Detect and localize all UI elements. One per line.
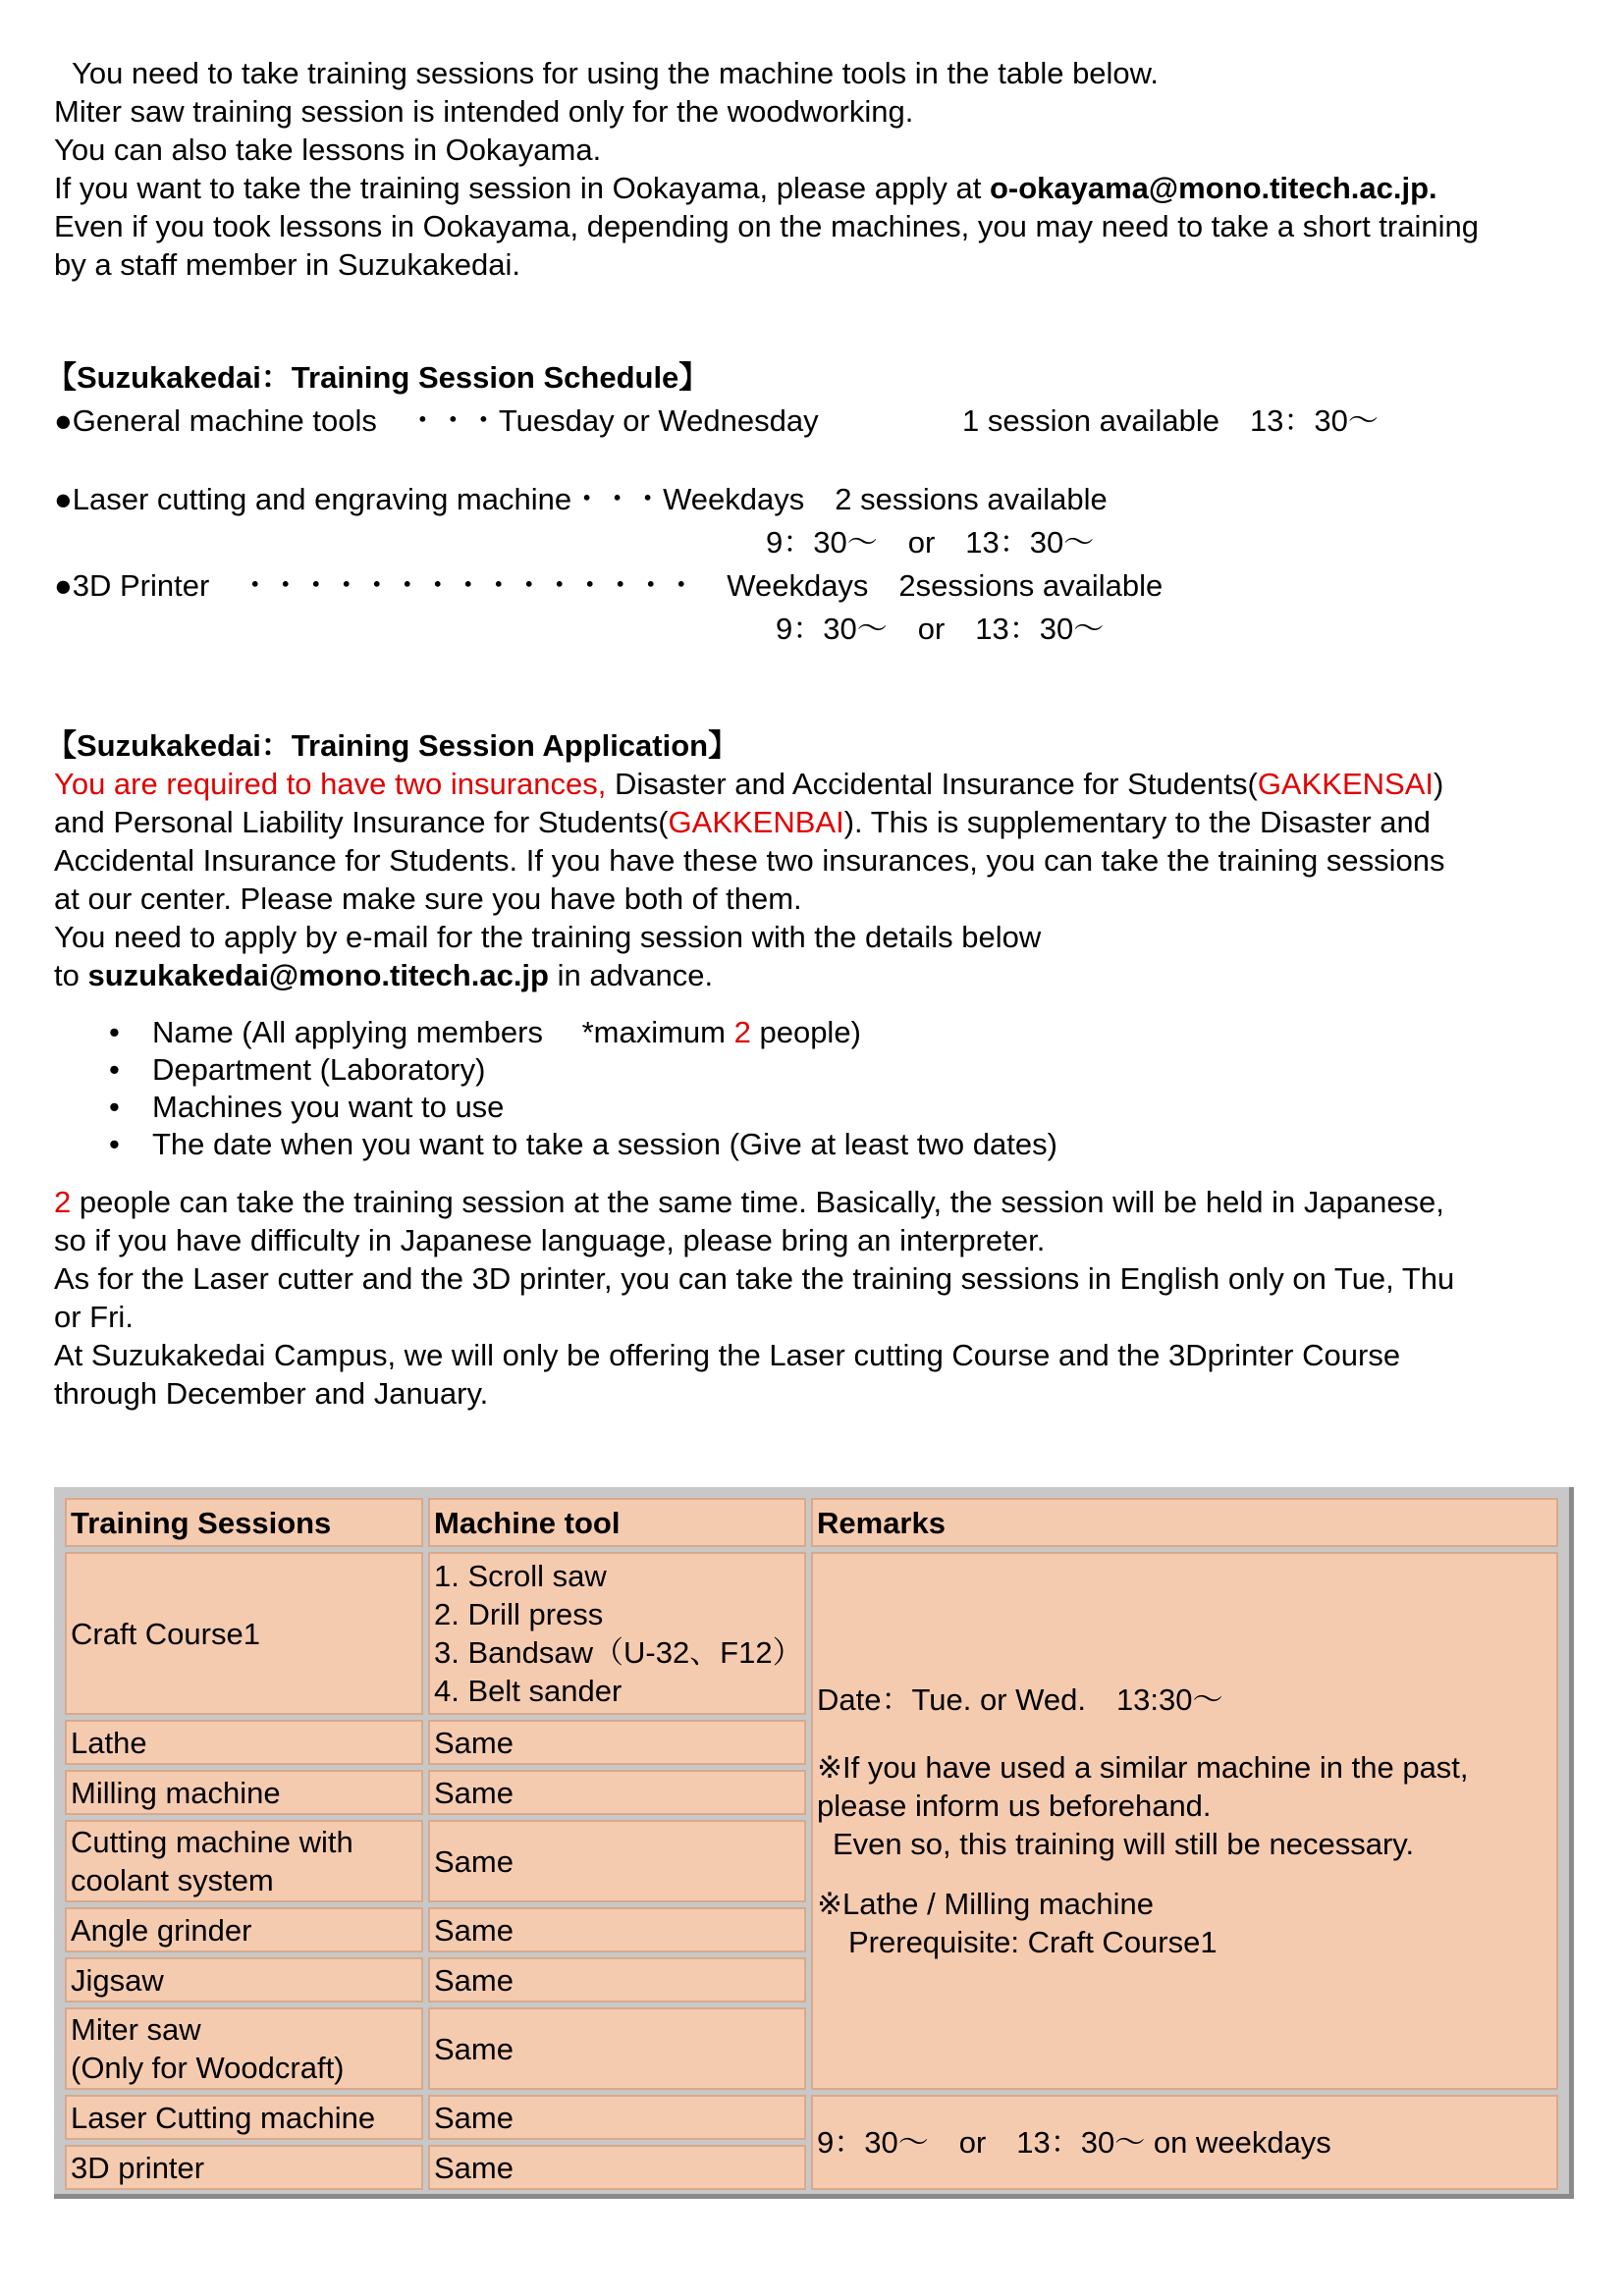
insurance-line: Accidental Insurance for Students. If you have these two insurances, you can take the training sessions — [54, 843, 1445, 878]
table-row — [65, 1552, 1558, 1715]
people-count: 2 — [54, 1185, 72, 1219]
gakkensai: GAKKENSAI — [1257, 767, 1434, 801]
session-line: Cutting machine with — [71, 1825, 353, 1859]
item-text: Machines you want to use — [152, 1090, 505, 1124]
application-heading: 【Suzukakedai：Training Session Application】 — [46, 728, 739, 763]
schedule-laser-times — [54, 523, 1586, 566]
remarks-note: ※Lathe / Milling machine — [817, 1887, 1155, 1921]
application-section — [46, 726, 1586, 1413]
intro-line: You need to take training sessions for using the machine tools in the table below. — [72, 56, 1159, 90]
list-item: 1. Scroll saw — [434, 1559, 607, 1593]
session-cell: Jigsaw — [65, 1957, 423, 2002]
spacer — [817, 1863, 1552, 1885]
tool-cell: Same — [428, 2007, 806, 2090]
note-line: or Fri. — [54, 1300, 134, 1334]
tool-cell: Same — [428, 1957, 806, 2002]
remarks-note: ※If you have used a similar machine in the past, — [817, 1750, 1469, 1785]
list-item — [54, 1126, 1586, 1163]
item-text: Department (Laboratory) — [152, 1052, 486, 1087]
ookayama-email-link[interactable]: o-okayama@mono.titech.ac.jp. — [989, 171, 1437, 205]
insurance-required: You are required to have two insurances, — [54, 767, 615, 801]
remarks-note: Prerequisite: Craft Course1 — [848, 1925, 1218, 1959]
note-line — [54, 1183, 1586, 1221]
training-table-frame — [54, 1487, 1574, 2199]
intro-text: If you want to take the training session in Ookayama, please apply at — [54, 171, 990, 205]
tool-cell: Same — [428, 1907, 806, 1952]
apply-text: to — [54, 958, 88, 992]
note-line: so if you have difficulty in Japanese language, please bring an interpreter. — [54, 1223, 1046, 1257]
list-item: 4. Belt sander — [434, 1674, 623, 1708]
item-text: people) — [750, 1015, 861, 1049]
schedule-heading: 【Suzukakedai：Training Session Schedule】 — [46, 360, 710, 395]
item-text: Name (All applying members *maximum — [152, 1015, 734, 1049]
insurance-line — [54, 803, 1586, 841]
note-line: through December and January. — [54, 1376, 489, 1411]
spacer — [54, 445, 1586, 480]
schedule-general — [54, 401, 1586, 445]
note-line: As for the Laser cutter and the 3D printer, you can take the training sessions in English only on Tue, Thu — [54, 1261, 1455, 1296]
header-remarks: Remarks — [811, 1498, 1558, 1547]
list-item — [54, 1051, 1586, 1089]
laser-times: 9：30～ or 13：30～ — [766, 525, 1095, 560]
tool-cell: Same — [428, 1720, 806, 1765]
schedule-printer-times — [54, 610, 1586, 653]
bullet-icon: • — [109, 1090, 120, 1124]
intro-section — [54, 54, 1586, 284]
training-table — [60, 1493, 1563, 2195]
list-item: 2. Drill press — [434, 1597, 604, 1631]
header-machine-tool: Machine tool — [428, 1498, 806, 1547]
session-cell — [65, 2007, 423, 2090]
intro-line: Even if you took lessons in Ookayama, depending on the machines, you may need to take a short training — [54, 209, 1479, 243]
general-tools-sessions: 1 session available 13：30～ — [962, 403, 1379, 438]
bullet-icon: • — [109, 1127, 120, 1161]
spacer — [817, 1719, 1552, 1748]
item-text: The date when you want to take a session (Give at least two dates) — [152, 1127, 1057, 1161]
list-item: 3. Bandsaw（U-32、F12） — [434, 1635, 803, 1670]
general-tools-label: ●General machine tools ・・・Tuesday or Wednesday — [54, 403, 819, 438]
remarks-date: Date：Tue. or Wed. 13:30～ — [817, 1682, 1223, 1717]
printer-times: 9：30～ or 13：30～ — [776, 612, 1105, 646]
intro-line: Miter saw training session is intended only for the woodworking. — [54, 94, 914, 129]
tool-cell — [428, 1552, 806, 1715]
tool-cell: Same — [428, 2145, 806, 2190]
list-item — [54, 1089, 1586, 1126]
insurance-text: Disaster and Accidental Insurance for Students( — [615, 767, 1258, 801]
intro-line — [54, 169, 1586, 207]
gakkenbai: GAKKENBAI — [668, 805, 844, 839]
insurance-text: ) — [1434, 767, 1444, 801]
apply-text: in advance. — [548, 958, 714, 992]
session-cell: Laser Cutting machine — [65, 2095, 423, 2140]
session-line: Miter saw — [71, 2012, 201, 2047]
session-line: coolant system — [71, 1863, 274, 1897]
note-text: people can take the training session at the same time. Basically, the session will be held in Japanese, — [71, 1185, 1444, 1219]
intro-line: by a staff member in Suzukakedai. — [54, 247, 521, 282]
table-row — [65, 2095, 1558, 2140]
header-training-sessions: Training Sessions — [65, 1498, 423, 1547]
schedule-laser — [54, 480, 1586, 523]
session-cell: Craft Course1 — [65, 1552, 423, 1715]
session-cell: Angle grinder — [65, 1907, 423, 1952]
remarks-cell — [811, 1552, 1558, 2090]
bullet-icon: • — [109, 1015, 120, 1049]
insurance-line: at our center. Please make sure you have both of them. — [54, 881, 802, 916]
session-cell: Milling machine — [65, 1770, 423, 1815]
craft-machine-list — [434, 1557, 803, 1710]
tool-cell: Same — [428, 1820, 806, 1902]
remarks-cell: 9：30～ or 13：30～ on weekdays — [811, 2095, 1558, 2190]
intro-line: You can also take lessons in Ookayama. — [54, 133, 602, 167]
session-cell — [65, 1820, 423, 1902]
printer-label: ●3D Printer ・・・・・・・・・・・・・・・ Weekdays 2sessions available — [54, 568, 1164, 603]
apply-line: You need to apply by e-mail for the training session with the details below — [54, 920, 1042, 954]
tool-cell: Same — [428, 2095, 806, 2140]
list-item — [54, 1014, 1586, 1051]
apply-line — [54, 956, 1586, 994]
session-line: (Only for Woodcraft) — [71, 2051, 345, 2085]
required-details-list — [54, 1014, 1586, 1163]
table-header-row — [65, 1498, 1558, 1547]
laser-label: ●Laser cutting and engraving machine・・・Weekdays 2 sessions available — [54, 482, 1108, 516]
session-cell: 3D printer — [65, 2145, 423, 2190]
remarks-note: Even so, this training will still be necessary. — [833, 1827, 1415, 1861]
suzukakedai-email-link[interactable]: suzukakedai@mono.titech.ac.jp — [87, 958, 549, 992]
remarks-note: please inform us beforehand. — [817, 1789, 1212, 1823]
bullet-icon: • — [109, 1052, 120, 1087]
insurance-line — [54, 765, 1586, 803]
schedule-printer — [54, 566, 1586, 610]
tool-cell: Same — [428, 1770, 806, 1815]
note-line: At Suzukakedai Campus, we will only be offering the Laser cutting Course and the 3Dprinter Course — [54, 1338, 1401, 1372]
insurance-text: and Personal Liability Insurance for Students( — [54, 805, 669, 839]
session-cell: Lathe — [65, 1720, 423, 1765]
schedule-section — [46, 358, 1586, 653]
max-people: 2 — [733, 1015, 751, 1049]
insurance-text: ). This is supplementary to the Disaster and — [843, 805, 1432, 839]
